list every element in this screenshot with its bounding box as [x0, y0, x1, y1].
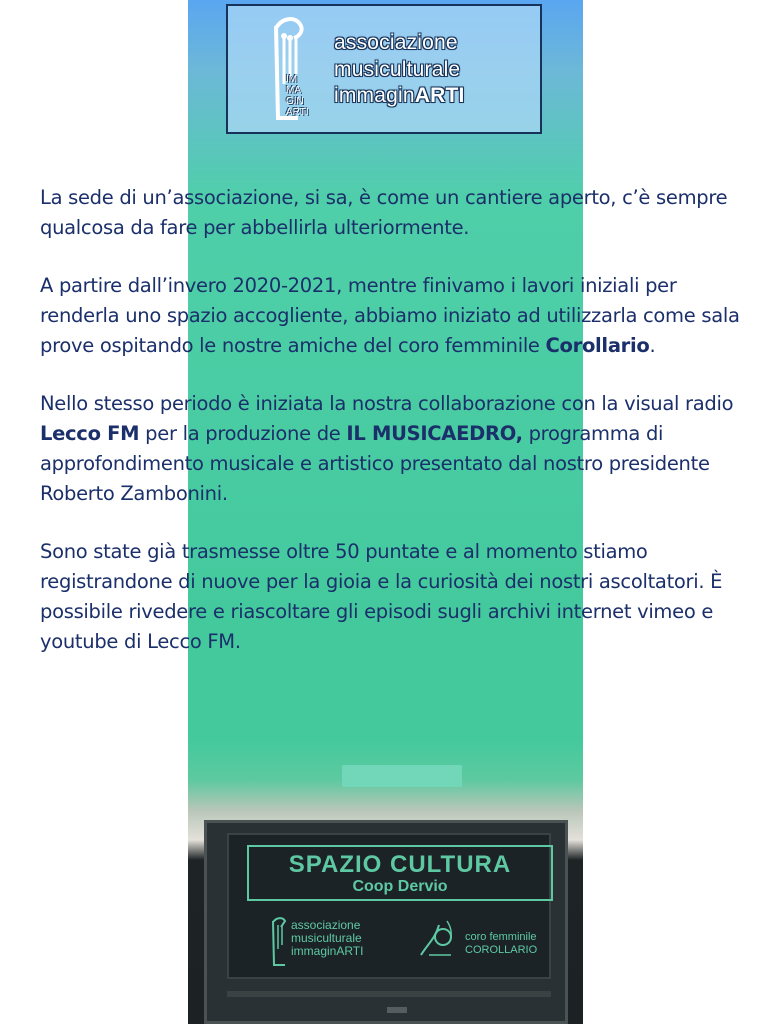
logo-line-3: immaginARTI	[334, 84, 465, 107]
harp-icon	[269, 915, 291, 967]
door-frame	[204, 820, 568, 1024]
logo-line-2: musiculturale	[334, 58, 461, 81]
paragraph-1: La sede di un’associazione, si sa, è come un cantiere aperto, c’è sempre qualcosa da fare per abbellirla ulteriormente.	[40, 186, 728, 239]
choir-label: coro femminile COROLLARIO	[465, 931, 538, 956]
paragraph-2: A partire dall’invero 2020-2021, mentre finivamo i lavori iniziali per renderla uno spazio accogliente, abbiamo iniziato ad utilizzarla come sala prove ospitando le nostre amiche del coro femminile Corollario.	[40, 274, 740, 357]
emblem-text: IM MA GIN ARTI	[286, 74, 309, 118]
sign-title: SPAZIO CULTURA	[288, 851, 512, 878]
window-ledge	[342, 765, 462, 787]
paragraph-3: Nello stesso periodo è iniziata la nostra collaborazione con la visual radio Lecco FM per la produzione de IL MUSICAEDRO, programma di approfondimento musicale e artistico presentato dal nostro presidente Roberto Zambonini.	[40, 392, 734, 505]
door-glass	[227, 833, 551, 979]
window-logo-text: associazione musiculturale immaginARTI	[291, 918, 364, 958]
spazio-cultura-sign	[247, 845, 553, 901]
storefront-photo	[188, 810, 583, 1024]
choir-emblem-icon	[415, 915, 459, 961]
association-logo	[226, 4, 542, 134]
paragraph-4: Sono state già trasmesse oltre 50 puntate e al momento stiamo registrandone di nuove per la gioia e la curiosità dei nostri ascoltatori. È possibile rivedere e riascoltare gli episodi sugli archivi internet vimeo e youtube di Lecco FM.	[40, 540, 723, 653]
logo-line-1: associazione	[334, 31, 458, 54]
door-bar	[227, 991, 551, 997]
sign-subtitle: Coop Dervio	[352, 878, 448, 895]
door-handle	[387, 1007, 407, 1013]
article-text	[40, 183, 740, 685]
